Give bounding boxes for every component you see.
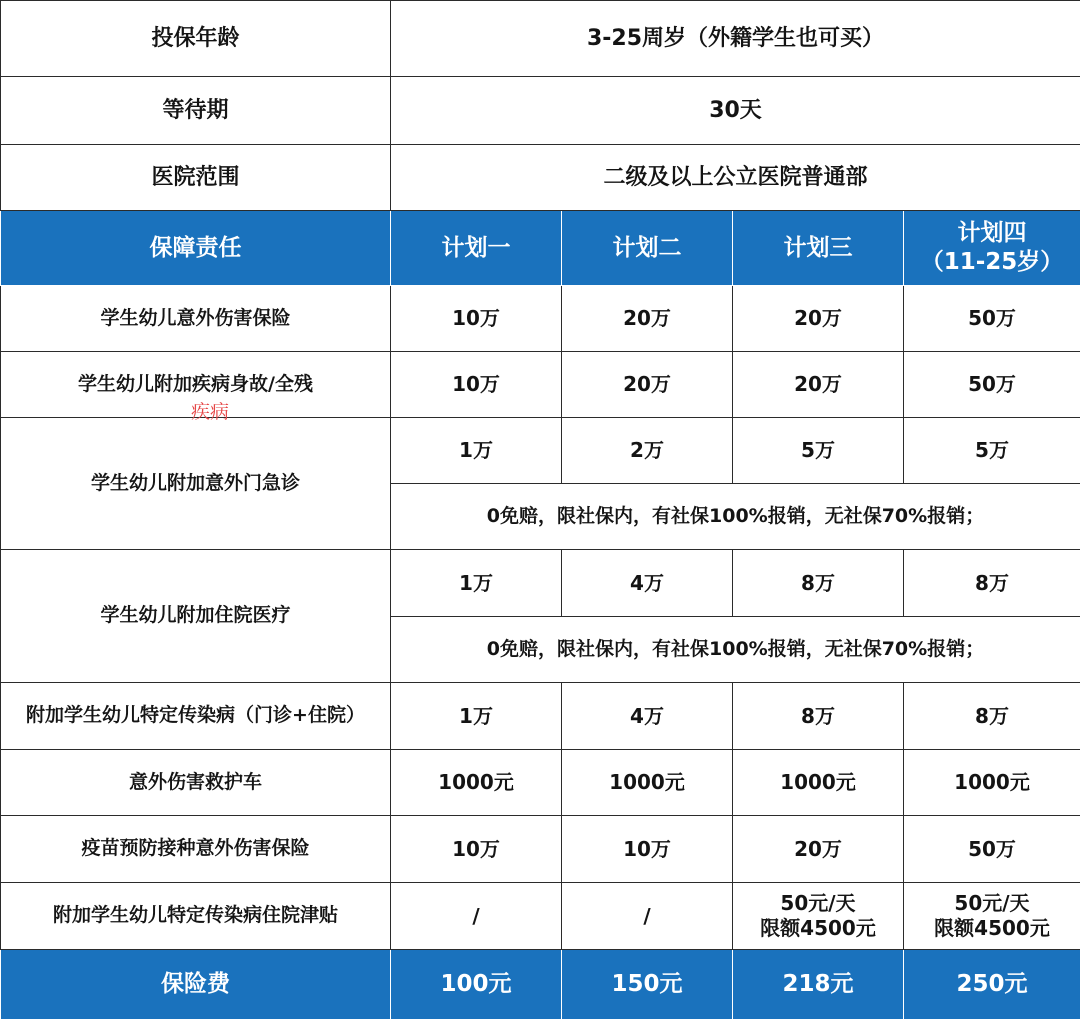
premium-value: 150元 [562,950,733,1020]
header-row [1,211,1080,286]
correction-annotation: 疾病 [191,397,229,424]
plan-header-age-note: （11-25岁） [908,248,1076,277]
plan-header-name: 计划四 [908,219,1076,248]
coverage-value: 1000元 [904,750,1080,816]
coverage-value: 1000元 [733,750,904,816]
coverage-value: 20万 [733,286,904,352]
premium-value: 100元 [391,950,562,1020]
table-row [1,683,1080,750]
table-row [1,750,1080,816]
coverage-value: 1万 [391,683,562,750]
coverage-value: 8万 [733,550,904,617]
coverage-value: 20万 [733,352,904,418]
coverage-value: 4万 [562,683,733,750]
info-label: 投保年龄 [1,1,391,77]
coverage-value: 5万 [733,418,904,484]
coverage-value: 10万 [391,352,562,418]
coverage-value [904,883,1080,950]
coverage-value: 1万 [391,418,562,484]
table-row [1,418,1080,484]
coverage-value: / [562,883,733,950]
coverage-note: 0免赔，限社保内，有社保100%报销，无社保70%报销； [391,484,1080,550]
coverage-label: 学生幼儿附加疾病身故/全残 [1,352,391,418]
table-row [1,550,1080,617]
allowance-rate: 50元/天 [908,891,1076,916]
premium-row [1,950,1080,1020]
coverage-note: 0免赔，限社保内，有社保100%报销，无社保70%报销； [391,617,1080,683]
coverage-value: 2万 [562,418,733,484]
coverage-value: 50万 [904,816,1080,883]
coverage-label: 学生幼儿附加住院医疗 [1,550,391,683]
table-row [1,286,1080,352]
coverage-value: 20万 [562,286,733,352]
coverage-label: 学生幼儿附加意外门急诊 [1,418,391,550]
coverage-label: 附加学生幼儿特定传染病（门诊+住院） [1,683,391,750]
coverage-value: 20万 [733,816,904,883]
info-row-age [1,1,1080,77]
table-row [1,352,1080,418]
plan-header: 计划三 [733,211,904,286]
coverage-value: 1万 [391,550,562,617]
coverage-value: 50万 [904,286,1080,352]
coverage-value: / [391,883,562,950]
coverage-label: 意外伤害救护车 [1,750,391,816]
info-label: 医院范围 [1,145,391,211]
coverage-value: 1000元 [562,750,733,816]
coverage-label: 附加学生幼儿特定传染病住院津贴 [1,883,391,950]
info-label: 等待期 [1,77,391,145]
allowance-limit: 限额4500元 [737,916,899,941]
premium-value: 218元 [733,950,904,1020]
coverage-label: 学生幼儿意外伤害保险 [1,286,391,352]
plan-header: 计划一 [391,211,562,286]
coverage-value: 8万 [904,550,1080,617]
header-label: 保障责任 [1,211,391,286]
plan-header [904,211,1080,286]
coverage-value: 4万 [562,550,733,617]
coverage-value: 20万 [562,352,733,418]
allowance-limit: 限额4500元 [908,916,1076,941]
allowance-rate: 50元/天 [737,891,899,916]
coverage-value: 8万 [904,683,1080,750]
coverage-value: 50万 [904,352,1080,418]
coverage-value: 5万 [904,418,1080,484]
coverage-value: 10万 [391,816,562,883]
coverage-value: 1000元 [391,750,562,816]
coverage-value: 8万 [733,683,904,750]
table-row [1,816,1080,883]
coverage-value [733,883,904,950]
plan-header: 计划二 [562,211,733,286]
info-value: 3-25周岁（外籍学生也可买） [391,1,1080,77]
coverage-value: 10万 [391,286,562,352]
coverage-label: 疫苗预防接种意外伤害保险 [1,816,391,883]
info-value: 二级及以上公立医院普通部 [391,145,1080,211]
premium-label: 保险费 [1,950,391,1020]
info-row-hospital [1,145,1080,211]
premium-value: 250元 [904,950,1080,1020]
table-row [1,883,1080,950]
info-value: 30天 [391,77,1080,145]
coverage-value: 10万 [562,816,733,883]
info-row-waiting [1,77,1080,145]
